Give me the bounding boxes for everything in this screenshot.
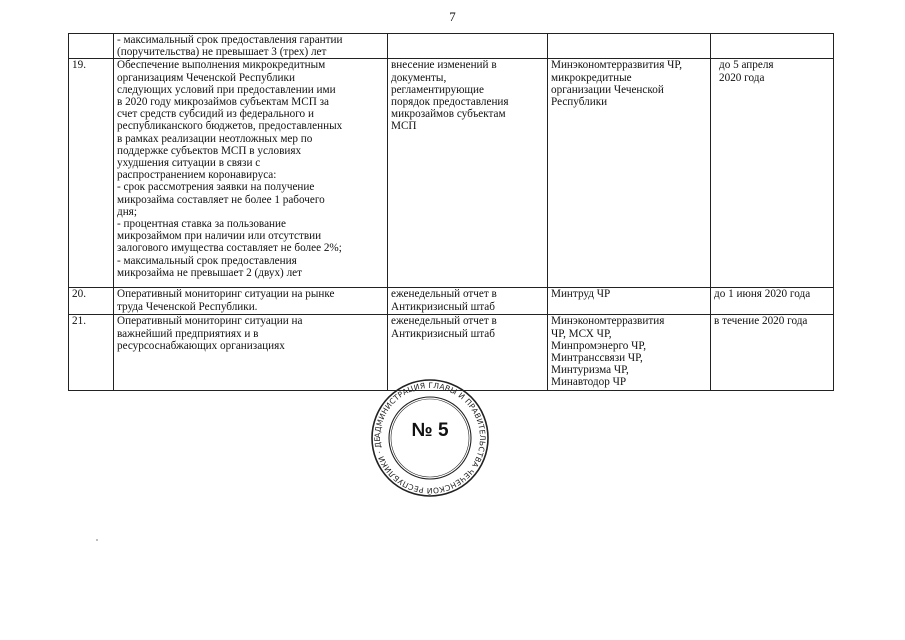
row-number: 19. — [69, 59, 114, 288]
row-number: 20. — [69, 288, 114, 315]
measure-cell: Оперативный мониторинг ситуации на рынке труда Чеченской Республики. — [114, 288, 388, 315]
form-cell: еженедельный отчет в Антикризисный штаб — [388, 288, 548, 315]
measure-cell: Обеспечение выполнения микрокредитным организациям Чеченской Республики следующих условий при предоставлении ими в 2020 году микрозаймов субъектам МСП за счет средств субсидий из федерального и республиканского бюджетов, предоставленных в рамках реализации неотложных мер по поддержке субъектов МСП в условиях ухудшения ситуации в связи с распространением коронавируса: - срок рассмотрения заявки на получение микрозайма составляет не более 1 рабочего дня; - процентная ставка за пользование микрозаймом при наличии или отсутствии залогового имущества составляет не более 2%; - максимальный срок предоставления микрозайма не превышает 2 (двух) лет — [114, 59, 388, 288]
form-cell — [388, 34, 548, 59]
executor-cell: Минтруд ЧР — [548, 288, 711, 315]
measure-cell: - максимальный срок предоставления гарантии (поручительства) не превышает 3 (трех) лет — [114, 34, 388, 59]
row-number — [69, 34, 114, 59]
deadline-cell: до 1 июня 2020 года — [711, 288, 834, 315]
table-row — [69, 288, 834, 315]
measure-cell: Оперативный мониторинг ситуации на важнейший предприятиях и в ресурсоснабжающих организациях — [114, 315, 388, 391]
table-row — [69, 34, 834, 59]
deadline-cell — [711, 34, 834, 59]
form-cell: еженедельный отчет в Антикризисный штаб — [388, 315, 548, 391]
executor-cell: Минэкономтерразвития ЧР, МСХ ЧР, Минпромэнерго ЧР, Минтранссвязи ЧР, Минтуризма ЧР, Минавтодор ЧР — [548, 315, 711, 391]
form-cell: внесение изменений в документы, регламентирующие порядок предоставления микрозаймов субъектам МСП — [388, 59, 548, 288]
measures-table — [68, 33, 834, 391]
executor-cell: Минэкономтерразвития ЧР, микрокредитные организации Чеченской Республики — [548, 59, 711, 288]
seal-ring-text: АДМИНИСТРАЦИЯ ГЛАВЫ И ПРАВИТЕЛЬСТВА ЧЕЧЕНСКОЙ РЕСПУБЛИКИ · ДЕ — [372, 380, 488, 496]
scan-speck — [96, 539, 98, 541]
deadline-cell: в течение 2020 года — [711, 315, 834, 391]
table-row — [69, 59, 834, 288]
row-number: 21. — [69, 315, 114, 391]
official-seal — [370, 378, 490, 498]
page-number: 7 — [449, 9, 456, 24]
seal-number: № 5 — [411, 420, 449, 441]
deadline-cell: до 5 апреля 2020 года — [711, 59, 834, 288]
executor-cell — [548, 34, 711, 59]
